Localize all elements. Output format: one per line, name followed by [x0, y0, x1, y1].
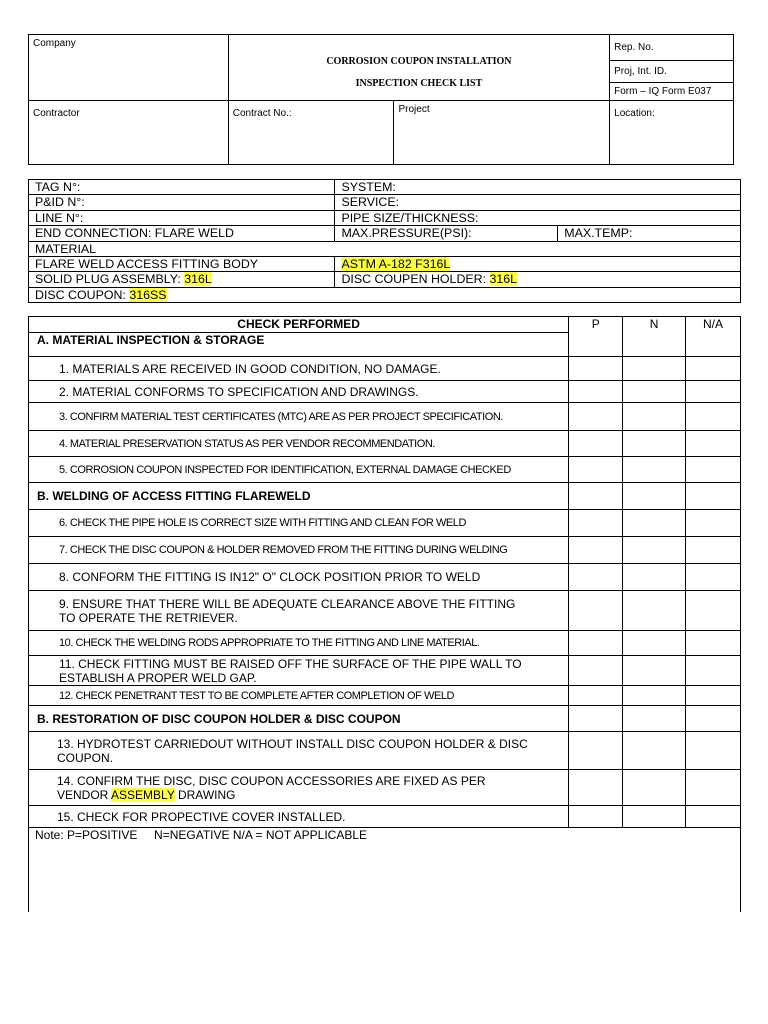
check-3-n[interactable] [623, 403, 686, 431]
contract-no-cell [228, 101, 394, 165]
section-b-na [686, 483, 741, 510]
check-11-na[interactable] [686, 656, 741, 686]
form-id-label: Form – IQ Form E037 [614, 86, 712, 97]
check-15-n[interactable] [623, 806, 686, 828]
flare-weld-body-field: FLARE WELD ACCESS FITTING BODY [29, 256, 335, 271]
check-item-3: 3. CONFIRM MATERIAL TEST CERTIFICATES (MTC) ARE AS PER PROJECT SPECIFICATION. [29, 403, 569, 431]
flare-weld-body-value-cell [335, 256, 741, 271]
check-item-14 [29, 770, 569, 806]
check-item-15: 15. CHECK FOR PROPECTIVE COVER INSTALLED. [29, 806, 569, 828]
project-label: Project [398, 104, 430, 115]
check-15-na[interactable] [686, 806, 741, 828]
disc-holder-label: DISC COUPEN HOLDER: [341, 272, 490, 287]
section-b-heading: B. WELDING OF ACCESS FITTING FLAREWELD [29, 483, 569, 510]
check-item-4: 4. MATERIAL PRESERVATION STATUS AS PER VENDOR RECOMMENDATION. [29, 431, 569, 457]
check-12-na[interactable] [686, 686, 741, 706]
check-11-n[interactable] [623, 656, 686, 686]
check-5-p[interactable] [569, 457, 623, 483]
check-item-5: 5. CORROSION COUPON INSPECTED FOR IDENTIFICATION, EXTERNAL DAMAGE CHECKED [29, 457, 569, 483]
check-item-11: 11. CHECK FITTING MUST BE RAISED OFF THE SURFACE OF THE PIPE WALL TO ESTABLISH A PROPER WELD GAP. [29, 656, 569, 686]
check-item-7: 7. CHECK THE DISC COUPON & HOLDER REMOVED FROM THE FITTING DURING WELDING [29, 537, 569, 564]
check-14-n[interactable] [623, 770, 686, 806]
check-item-12: 12. CHECK PENETRANT TEST TO BE COMPLETE AFTER COMPLETION OF WELD [29, 686, 569, 706]
company-cell [29, 35, 229, 101]
location-cell [610, 101, 734, 165]
header-table [28, 34, 734, 165]
check-item-14-end: DRAWING [174, 787, 236, 802]
section-b-p [569, 483, 623, 510]
check-13-p[interactable] [569, 732, 623, 770]
section-c-na [686, 706, 741, 732]
check-5-na[interactable] [686, 457, 741, 483]
na-column-header: N/A [686, 317, 741, 357]
check-13-na[interactable] [686, 732, 741, 770]
check-7-na[interactable] [686, 537, 741, 564]
check-item-9: 9. ENSURE THAT THERE WILL BE ADEQUATE CLEARANCE ABOVE THE FITTING TO OPERATE THE RETRIEVER. [29, 591, 569, 631]
check-1-na[interactable] [686, 357, 741, 381]
service-field: SERVICE: [335, 195, 741, 210]
check-10-na[interactable] [686, 631, 741, 656]
negative-column-header: N [623, 317, 686, 357]
check-item-6: 6. CHECK THE PIPE HOLE IS CORRECT SIZE WITH FITTING AND CLEAN FOR WELD [29, 510, 569, 537]
check-item-2: 2. MATERIAL CONFORMS TO SPECIFICATION AND DRAWINGS. [29, 381, 569, 403]
material-heading: MATERIAL [29, 241, 741, 256]
rep-no-cell [610, 35, 734, 61]
check-7-p[interactable] [569, 537, 623, 564]
check-item-10: 10. CHECK THE WELDING RODS APPROPRIATE TO THE FITTING AND LINE MATERIAL. [29, 631, 569, 656]
pipe-size-field: PIPE SIZE/THICKNESS: [335, 210, 741, 225]
check-item-14-text: 14. CONFIRM THE DISC, DISC COUPON ACCESSORIES ARE FIXED AS PER VENDOR [57, 773, 486, 802]
legend-note: Note: P=POSITIVE N=NEGATIVE N/A = NOT APPLICABLE [29, 828, 741, 912]
pid-no-field: P&ID N°: [29, 195, 335, 210]
title-line-2: INSPECTION CHECK LIST [355, 78, 483, 89]
check-9-n[interactable] [623, 591, 686, 631]
check-9-na[interactable] [686, 591, 741, 631]
section-c-heading: B. RESTORATION OF DISC COUPON HOLDER & DISC COUPON [29, 706, 569, 732]
form-id-cell [610, 83, 734, 101]
check-2-na[interactable] [686, 381, 741, 403]
check-6-p[interactable] [569, 510, 623, 537]
location-label: Location: [614, 108, 655, 119]
check-12-p[interactable] [569, 686, 623, 706]
check-2-p[interactable] [569, 381, 623, 403]
contractor-label: Contractor [33, 108, 80, 119]
contract-no-label: Contract No.: [232, 108, 292, 119]
solid-plug-label: SOLID PLUG ASSEMBLY: [35, 272, 185, 287]
check-7-n[interactable] [623, 537, 686, 564]
check-15-p[interactable] [569, 806, 623, 828]
check-2-n[interactable] [623, 381, 686, 403]
disc-holder-value: 316L [489, 272, 518, 287]
check-8-p[interactable] [569, 564, 623, 591]
check-13-n[interactable] [623, 732, 686, 770]
max-temp-field: MAX.TEMP: [558, 226, 741, 241]
disc-coupon-value: 316SS [129, 287, 167, 302]
check-3-na[interactable] [686, 403, 741, 431]
equipment-info-table [28, 179, 741, 303]
disc-holder-field [335, 272, 741, 287]
check-4-n[interactable] [623, 431, 686, 457]
check-item-14-highlight: ASSEMBLY [111, 787, 175, 802]
disc-coupon-label: DISC COUPON: [35, 287, 130, 302]
title-line-1: CORROSION COUPON INSTALLATION [326, 56, 512, 67]
section-a-heading: A. MATERIAL INSPECTION & STORAGE [29, 333, 569, 357]
check-3-p[interactable] [569, 403, 623, 431]
proj-id-cell [610, 61, 734, 83]
check-4-p[interactable] [569, 431, 623, 457]
check-5-n[interactable] [623, 457, 686, 483]
section-c-p [569, 706, 623, 732]
check-6-na[interactable] [686, 510, 741, 537]
check-12-n[interactable] [623, 686, 686, 706]
check-item-13: 13. HYDROTEST CARRIEDOUT WITHOUT INSTALL DISC COUPON HOLDER & DISC COUPON. [29, 732, 569, 770]
end-connection-field: END CONNECTION: FLARE WELD [29, 226, 335, 241]
max-pressure-field: MAX.PRESSURE(PSI): [335, 226, 558, 241]
check-8-na[interactable] [686, 564, 741, 591]
section-c-n [623, 706, 686, 732]
check-8-n[interactable] [623, 564, 686, 591]
rep-no-label: Rep. No. [614, 42, 654, 53]
flare-weld-body-value: ASTM A-182 F316L [341, 256, 451, 271]
check-1-p[interactable] [569, 357, 623, 381]
check-4-na[interactable] [686, 431, 741, 457]
proj-int-id-label: Proj, Int. ID. [614, 66, 667, 77]
check-10-n[interactable] [623, 631, 686, 656]
check-14-p[interactable] [569, 770, 623, 806]
project-cell [394, 101, 610, 165]
checklist-table [28, 316, 741, 912]
solid-plug-value: 316L [184, 272, 212, 287]
solid-plug-field [29, 272, 335, 287]
disc-coupon-field [29, 287, 741, 302]
check-14-na[interactable] [686, 770, 741, 806]
check-9-p[interactable] [569, 591, 623, 631]
check-11-p[interactable] [569, 656, 623, 686]
check-item-1: 1. MATERIALS ARE RECEIVED IN GOOD CONDITION, NO DAMAGE. [29, 357, 569, 381]
contractor-cell [29, 101, 229, 165]
positive-column-header: P [569, 317, 623, 357]
check-item-8: 8. CONFORM THE FITTING IS IN12" O" CLOCK POSITION PRIOR TO WELD [29, 564, 569, 591]
system-field: SYSTEM: [335, 180, 741, 195]
line-no-field: LINE N°: [29, 210, 335, 225]
company-label: Company [33, 38, 76, 49]
section-b-n [623, 483, 686, 510]
check-6-n[interactable] [623, 510, 686, 537]
form-title [228, 35, 609, 101]
check-1-n[interactable] [623, 357, 686, 381]
check-performed-header: CHECK PERFORMED [29, 317, 569, 333]
tag-no-field: TAG N°: [29, 180, 335, 195]
check-10-p[interactable] [569, 631, 623, 656]
